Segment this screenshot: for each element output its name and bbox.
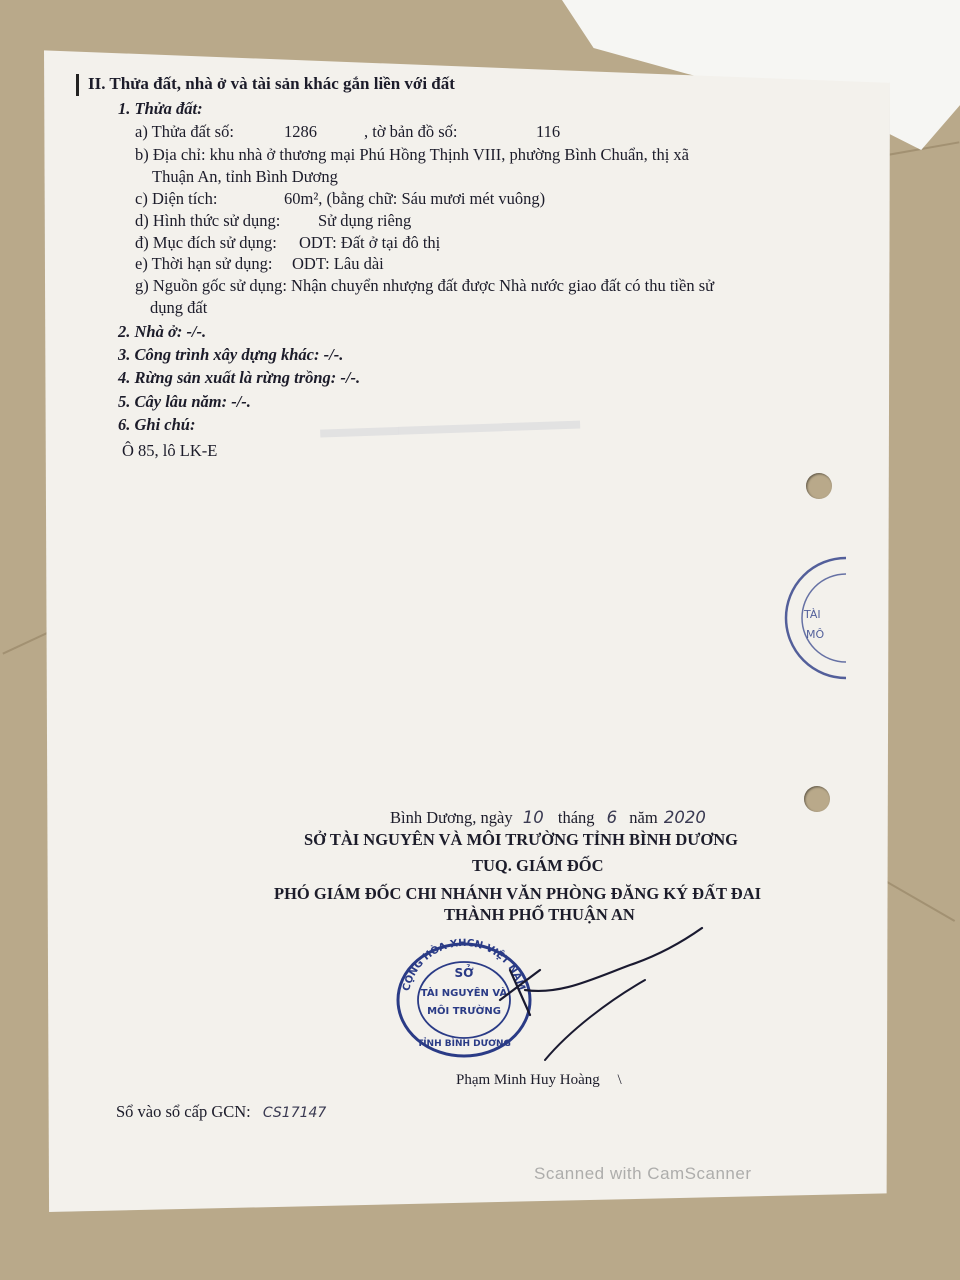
forest-item: 4. Rừng sản xuất là rừng trồng: -/-. [118,368,361,387]
usage-purpose-value: ODT: Đất ở tại đô thị [299,233,441,252]
bleed-through: ▬▬▬▬▬▬▬▬▬▬ [319,405,581,444]
registry-line [116,1102,326,1122]
svg-text:TÀI NGUYÊN VÀ: TÀI NGUYÊN VÀ [420,988,508,999]
perennial-tree-item: 5. Cây lâu năm: -/-. [118,392,251,411]
map-sheet-value: 116 [536,122,561,141]
house-item: 2. Nhà ở: -/-. [118,322,207,341]
punch-hole [806,473,832,499]
partial-stamp [776,548,846,688]
year-label: năm [629,808,658,827]
notes-heading: 6. Ghi chú: [118,415,196,434]
camscanner-watermark: Scanned with CamScanner [534,1164,752,1183]
registry-label: Sổ vào sổ cấp GCN: [116,1102,251,1121]
svg-text:TỈNH BÌNH DƯƠNG: TỈNH BÌNH DƯƠNG [417,1039,511,1049]
punch-hole [804,786,830,812]
signer-role-line-1: PHÓ GIÁM ĐỐC CHI NHÁNH VĂN PHÒNG ĐĂNG KÝ ĐẤT ĐAI [274,884,762,903]
address-line-1: b) Địa chỉ: khu nhà ở thương mại Phú Hồng Thịnh VIII, phường Bình Chuẩn, thị xã [135,145,689,164]
date-month: 6 [606,808,618,827]
handwritten-signature [470,920,710,1070]
svg-text:MÔ: MÔ [806,628,825,641]
address-line-2: Thuận An, tỉnh Bình Dương [152,167,338,186]
origin-line-1: g) Nguồn gốc sử dụng: Nhận chuyển nhượng đất được Nhà nước giao đất có thu tiền sử [135,276,715,295]
authorization-title: TUQ. GIÁM ĐỐC [472,856,604,875]
signer-name-text: Phạm Minh Huy Hoàng [456,1072,600,1088]
usage-form-label: d) Hình thức sử dụng: [135,211,281,230]
svg-text:CỘNG HÒA XHCN VIỆT NAM: CỘNG HÒA XHCN VIỆT NAM [401,937,527,993]
map-sheet-label: , tờ bản đồ số: [364,122,458,141]
area-value: 60m², (bằng chữ: Sáu mươi mét vuông) [284,189,546,208]
origin-line-2: dụng đất [150,298,208,317]
svg-text:MÔI TRƯỜNG: MÔI TRƯỜNG [427,1006,501,1017]
registry-value: CS17147 [262,1105,327,1121]
svg-text:TÀI: TÀI [804,608,821,621]
signer-role-line-2: THÀNH PHỐ THUẬN AN [444,905,635,924]
section-title: II. Thửa đất, nhà ở và tài sản khác gắn liền với đất [88,74,455,93]
margin-mark [76,74,79,96]
date-line [390,808,706,828]
date-year: 2020 [663,808,706,827]
date-prefix: Bình Dương, ngày [390,808,513,827]
usage-term-label: e) Thời hạn sử dụng: [135,254,273,273]
land-plot-heading: 1. Thửa đất: [118,99,203,118]
plot-number-label: a) Thửa đất số: [135,122,234,141]
svg-text:SỞ: SỞ [454,966,474,980]
signer-name [456,1072,622,1089]
floor-seam [885,880,955,922]
other-construction-item: 3. Công trình xây dựng khác: -/-. [118,345,344,364]
area-label: c) Diện tích: [135,189,218,208]
usage-purpose-label: đ) Mục đích sử dụng: [135,233,277,252]
date-day: 10 [522,808,544,827]
month-label: tháng [557,808,595,827]
issuing-org: SỞ TÀI NGUYÊN VÀ MÔI TRƯỜNG TỈNH BÌNH DƯƠNG [304,830,738,849]
usage-term-value: ODT: Lâu dài [292,254,384,273]
usage-form-value: Sử dụng riêng [318,211,412,230]
signer-tick: \ [617,1072,622,1088]
notes-value: Ô 85, lô LK-E [122,441,218,460]
plot-number-value: 1286 [284,122,317,141]
